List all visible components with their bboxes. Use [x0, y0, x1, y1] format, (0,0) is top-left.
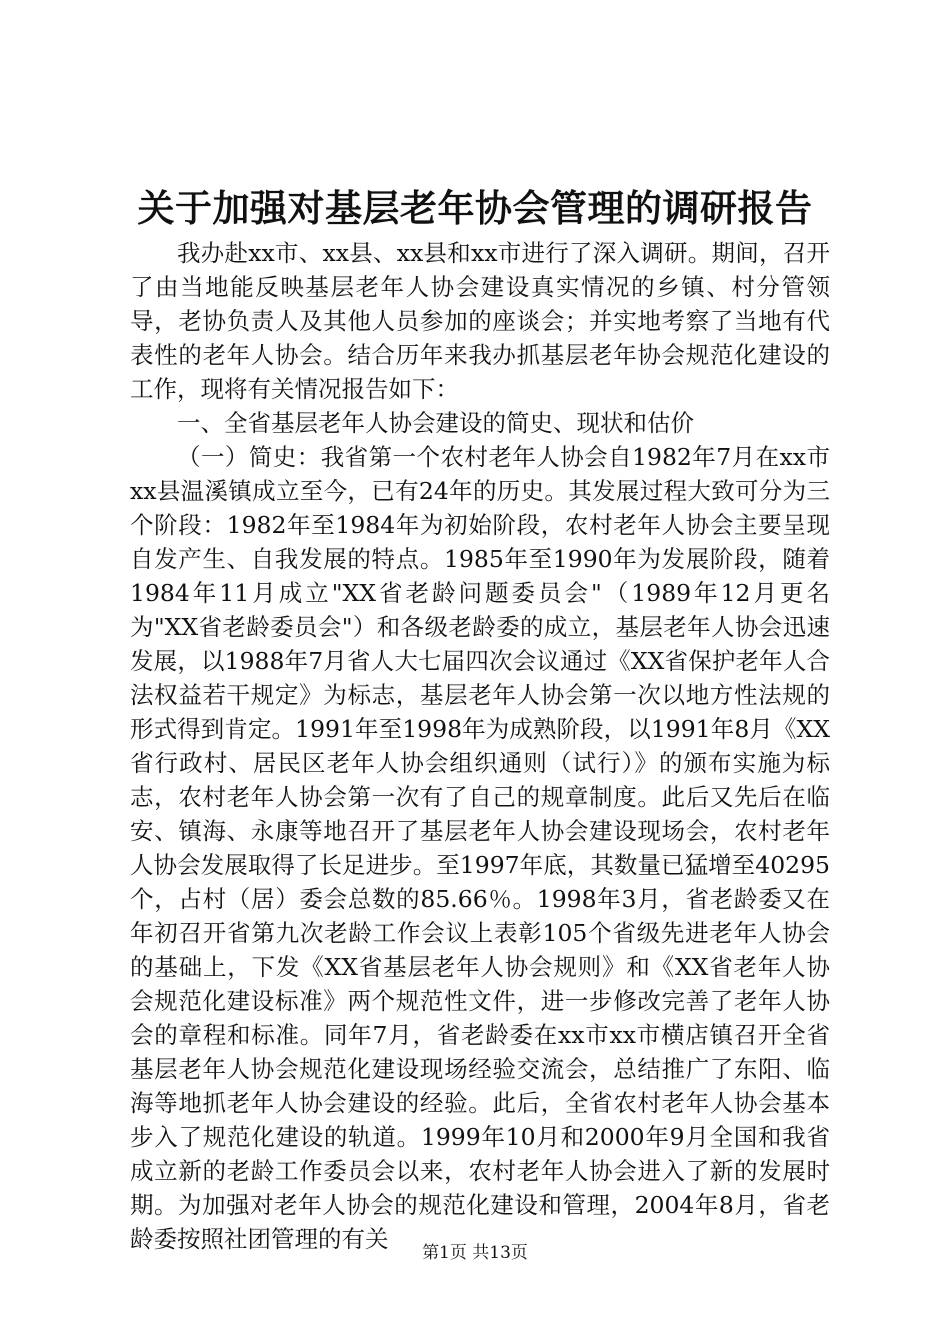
history-paragraph: （一）简史：我省第一个农村老年人协会自1982年7月在xx市xx县温溪镇成立至今，已有24年的历史。其发展过程大致可分为三个阶段：1982年至1984年为初始阶段，农村老年人协会主要呈现自发产生、自我发展的特点。1985年至1990年为发展阶段，随着1984年11月成立"XX省老龄问题委员会"（1989年12月更名为"XX省老龄委员会"）和各级老龄委的成立，基层老年人协会迅速发展，以1988年7月省人大七届四次会议通过《XX省保护老年人合法权益若干规定》为标志，基层老年人协会第一次以地方性法规的形式得到肯定。1991年至1998年为成熟阶段，以1991年8月《XX省行政村、居民区老年人协会组织通则（试行）》的颁布实施为标志，农村老年人协会第一次有了自己的规章制度。此后又先后在临安、镇海、永康等地召开了基层老年人协会建设现场会，农村老年人协会发展取得了长足进步。至1997年底，其数量已猛增至40295个，占村（居）委会总数的85.66％。1998年3月，省老龄委又在年初召开省第九次老龄工作会议上表彰105个省级先进老年人协会的基础上，下发《XX省基层老年人协会规则》和《XX省老年人协会规范化建设标准》两个规范性文件，进一步修改完善了老年人协会的章程和标准。同年7月，省老龄委在xx市xx市横店镇召开全省基层老年人协会规范化建设现场经验交流会，总结推广了东阳、临海等地抓老年人协会建设的经验。此后，全省农村老年人协会基本步入了规范化建设的轨道。1999年10月和2000年9月全国和我省成立新的老龄工作委员会以来，农村老年人协会进入了新的发展时期。为加强对老年人协会的规范化建设和管理，2004年8月，省老龄委按照社团管理的有关	[130, 443, 830, 1253]
page-footer: 第1页 共13页	[422, 1243, 528, 1263]
document-title: 关于加强对基层老年协会管理的调研报告	[137, 186, 813, 230]
document-body	[130, 236, 830, 1256]
intro-paragraph: 我办赴xx市、xx县、xx县和xx市进行了深入调研。期间，召开了由当地能反映基层老年人协会建设真实情况的乡镇、村分管领导，老协负责人及其他人员参加的座谈会；并实地考察了当地有代表性的老年人协会。结合历年来我办抓基层老年协会规范化建设的工作，现将有关情况报告如下：	[130, 239, 830, 403]
section-heading: 一、全省基层老年人协会建设的简史、现状和估价	[177, 409, 694, 437]
